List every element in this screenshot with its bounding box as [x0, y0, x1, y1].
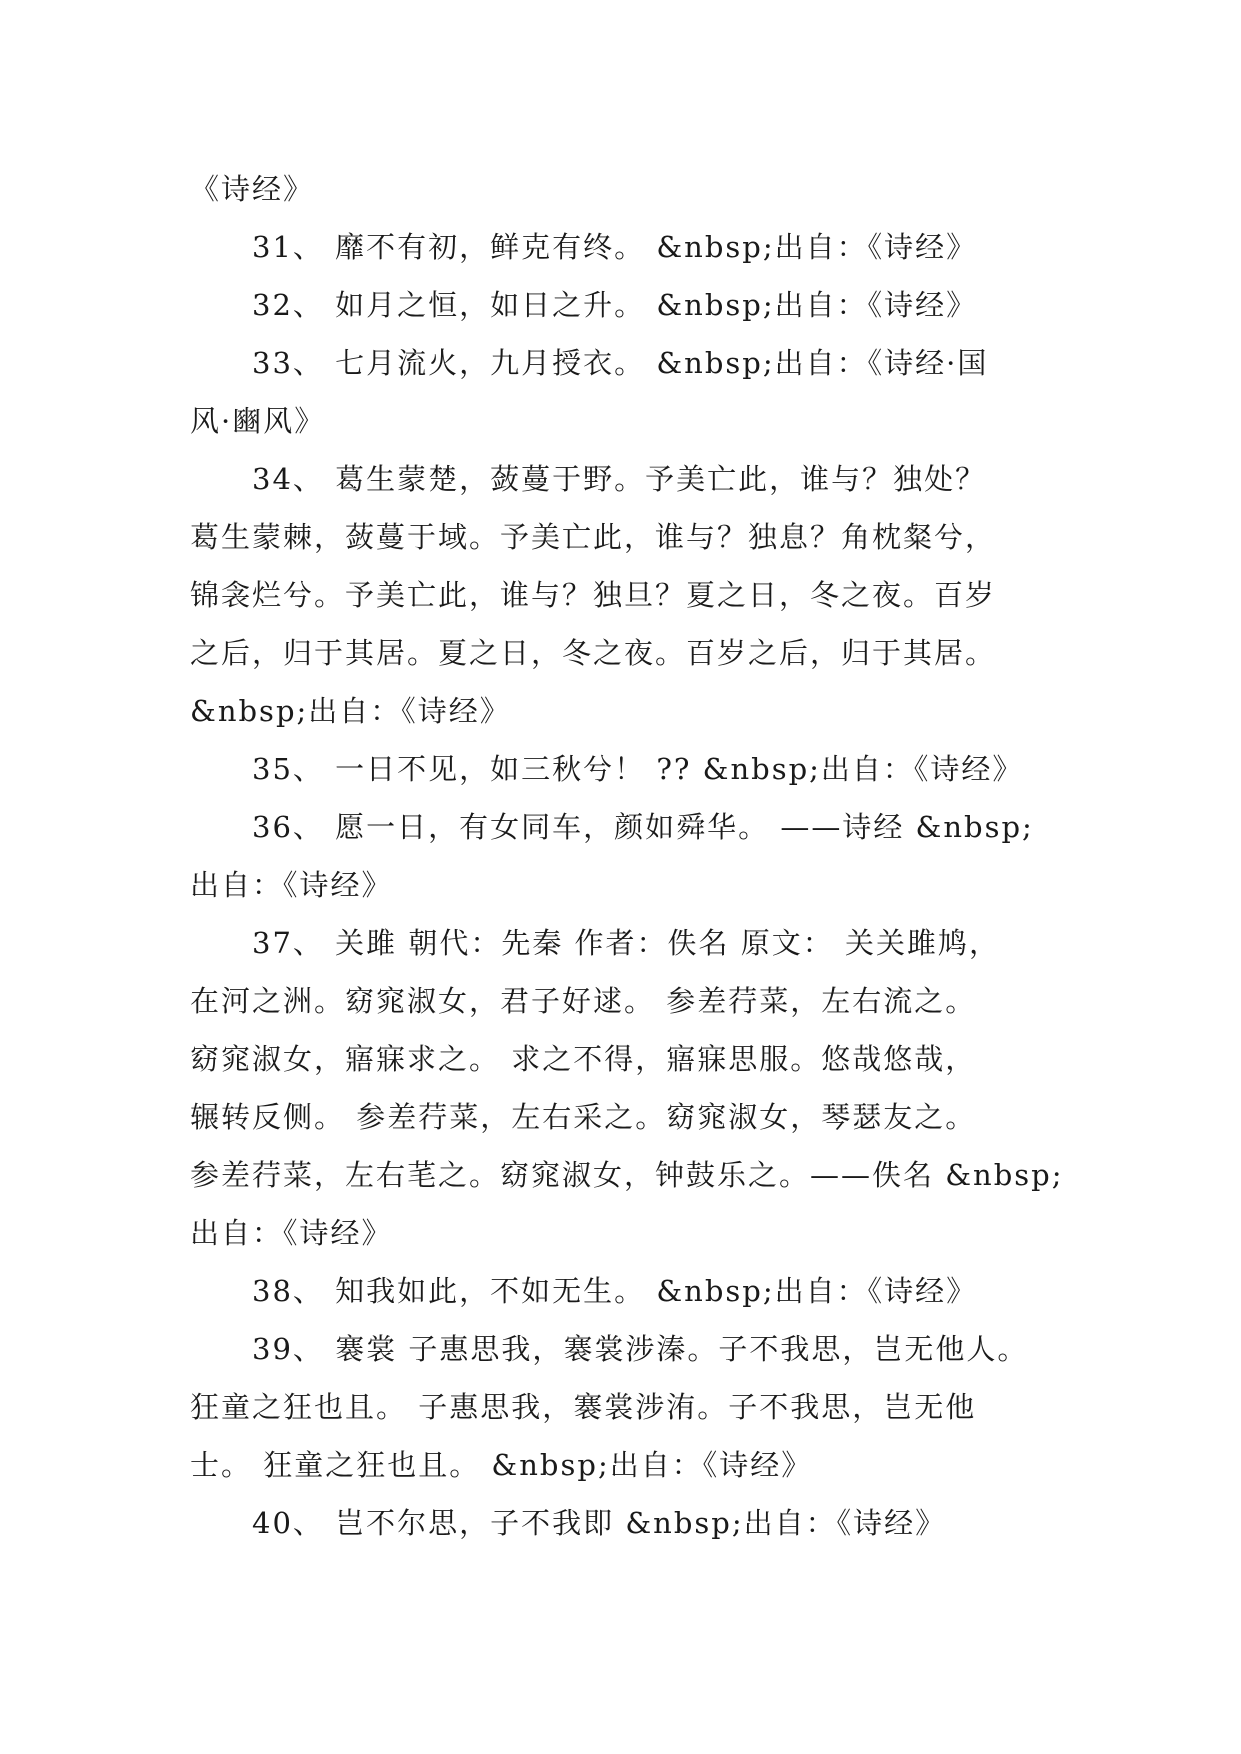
text-line: 33、 七月流火，九月授衣。 &nbsp;出自：《诗经·国 [252, 346, 989, 380]
text-line: 38、 知我如此，不如无生。 &nbsp;出自：《诗经》 [252, 1274, 978, 1308]
text-line: 窈窕淑女，寤寐求之。 求之不得，寤寐思服。悠哉悠哉， [190, 1042, 977, 1076]
text-line: 风·豳风》 [190, 404, 326, 438]
text-line: 士。 狂童之狂也且。 &nbsp;出自：《诗经》 [190, 1448, 813, 1482]
text-line: 40、 岂不尔思，子不我即 &nbsp;出自：《诗经》 [252, 1506, 947, 1540]
text-line: 锦衾烂兮。予美亡此，谁与？独旦？夏之日，冬之夜。百岁 [190, 578, 997, 612]
text-line: 狂童之狂也且。 子惠思我，褰裳涉洧。子不我思，岂无他 [190, 1390, 977, 1424]
text-line: 之后，归于其居。夏之日，冬之夜。百岁之后，归于其居。 [190, 636, 997, 670]
text-line: 32、 如月之恒，如日之升。 &nbsp;出自：《诗经》 [252, 288, 978, 322]
text-line: 《诗经》 [190, 172, 315, 206]
text-line: 辗转反侧。 参差荇菜，左右采之。窈窕淑女，琴瑟友之。 [190, 1100, 977, 1134]
text-line: 31、 靡不有初，鲜克有终。 &nbsp;出自：《诗经》 [252, 230, 978, 264]
text-line: 出自：《诗经》 [190, 868, 393, 902]
text-line: 35、 一日不见，如三秋兮！ ?? &nbsp;出自：《诗经》 [252, 752, 1024, 786]
document-body [190, 160, 1070, 1552]
text-line: 39、 褰裳 子惠思我，褰裳涉溱。子不我思，岂无他人。 [252, 1332, 1029, 1366]
text-line: 在河之洲。窈窕淑女，君子好逑。 参差荇菜，左右流之。 [190, 984, 977, 1018]
text-line: 葛生蒙棘，蔹蔓于域。予美亡此，谁与？独息？角枕粲兮， [190, 520, 997, 554]
text-line: 34、 葛生蒙楚，蔹蔓于野。予美亡此，谁与？独处？ [252, 462, 987, 496]
text-line: 36、 愿一日，有女同车，颜如舜华。 ——诗经 &nbsp; [252, 810, 1034, 844]
text-line: &nbsp;出自：《诗经》 [190, 694, 511, 728]
text-line: 参差荇菜，左右芼之。窈窕淑女，钟鼓乐之。——佚名 &nbsp; [190, 1158, 1064, 1192]
text-line: 37、 关雎 朝代：先秦 作者：佚名 原文： 关关雎鸠， [252, 926, 1000, 960]
text-line: 出自：《诗经》 [190, 1216, 393, 1250]
